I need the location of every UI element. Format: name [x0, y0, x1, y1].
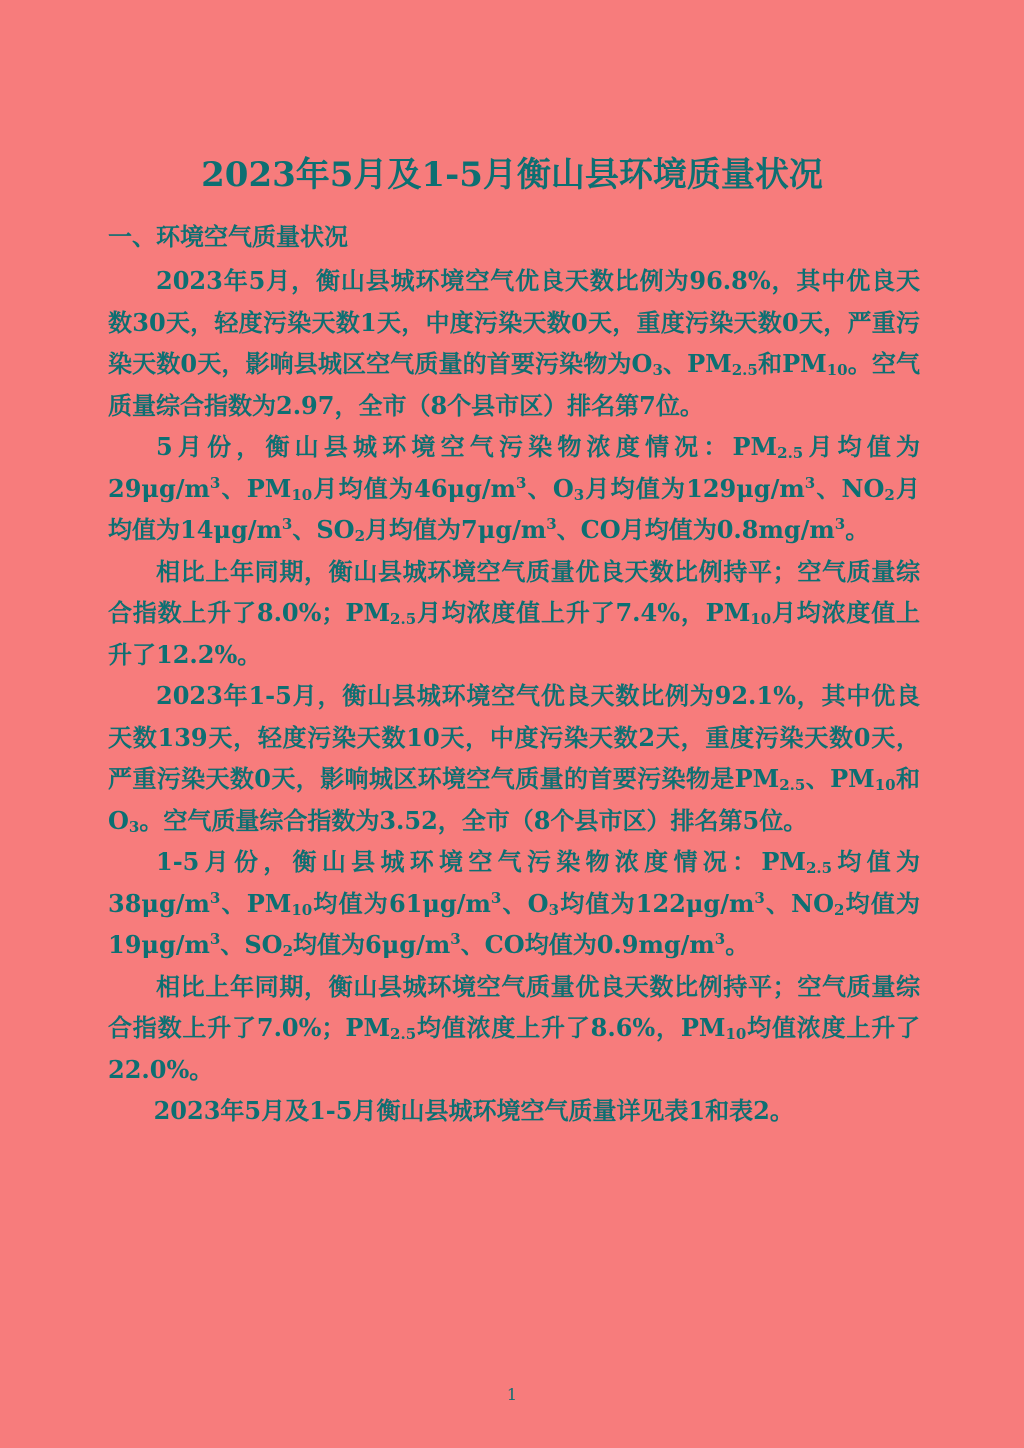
paragraph-jan-may-year-comparison: 相比上年同期，衡山县城环境空气质量优良天数比例持平；空气质量综合指数上升了7.0%；$PM_{2.5}$均值浓度上升了8.6%，$PM_{10}$均值浓度上升了22.0%。 [108, 971, 921, 1084]
page-title: 2023年5月及1-5月衡山县环境质量状况 [201, 155, 823, 195]
paragraph-table-reference: 2023年5月及1-5月衡山县城环境空气质量详见表1和表2。 [153, 1096, 794, 1125]
section-heading: 一、环境空气质量状况 [108, 222, 348, 251]
paragraph-may-air-quality: 2023年5月，衡山县城环境空气优良天数比例为96.8%，其中优良天数30天，轻度污染天数1天，中度污染天数0天，重度污染天数0天，严重污染天数0天，影响县城区空气质量的首要污染物为$O_3$、$PM_{2.5}$和$PM_{10}$。空气质量综合指数为2.97，全市（8个县市区）排名第7位。 [108, 266, 920, 420]
paragraph-may-year-comparison: 相比上年同期，衡山县城环境空气质量优良天数比例持平；空气质量综合指数上升了8.0%；$PM_{2.5}$月均浓度值上升了7.4%，$PM_{10}$月均浓度值上升了12.2%。 [108, 556, 921, 669]
paragraph-may-pollutant-concentrations: 5月份，衡山县城环境空气污染物浓度情况：$PM_{2.5}$月均值为$29\mu g/m^3$、$PM_{10}$月均值为$46\mu g/m^3$、$O_3$月均值为$129\mu g/m^3$、$NO_2$月均值为$14\mu g/m^3$、$SO_2$月均值为$7\mu g/m^3$、CO月均值为$0.8mg/m^3$。 [108, 432, 921, 545]
paragraph-jan-may-pollutant-concentrations: 1-5月份，衡山县城环境空气污染物浓度情况：$PM_{2.5}$均值为$38\mu g/m^3$、$PM_{10}$均值为$61\mu g/m^3$、$O_3$均值为$122\mu g/m^3$、$NO_2$均值为$19\mu g/m^3$、$SO_2$均值为$6\mu g/m^3$、CO均值为$0.9mg/m^3$。 [108, 847, 921, 960]
page-number: 1 [506, 1385, 518, 1404]
document-body [108, 218, 920, 1132]
paragraph-jan-may-air-quality: 2023年1-5月，衡山县城环境空气优良天数比例为92.1%，其中优良天数139天，轻度污染天数10天，中度污染天数2天，重度污染天数0天，严重污染天数0天，影响城区环境空气质量的首要污染物是$PM_{2.5}$、$PM_{10}$和$O_3$。空气质量综合指数为3.52，全市（8个县市区）排名第5位。 [108, 681, 921, 836]
